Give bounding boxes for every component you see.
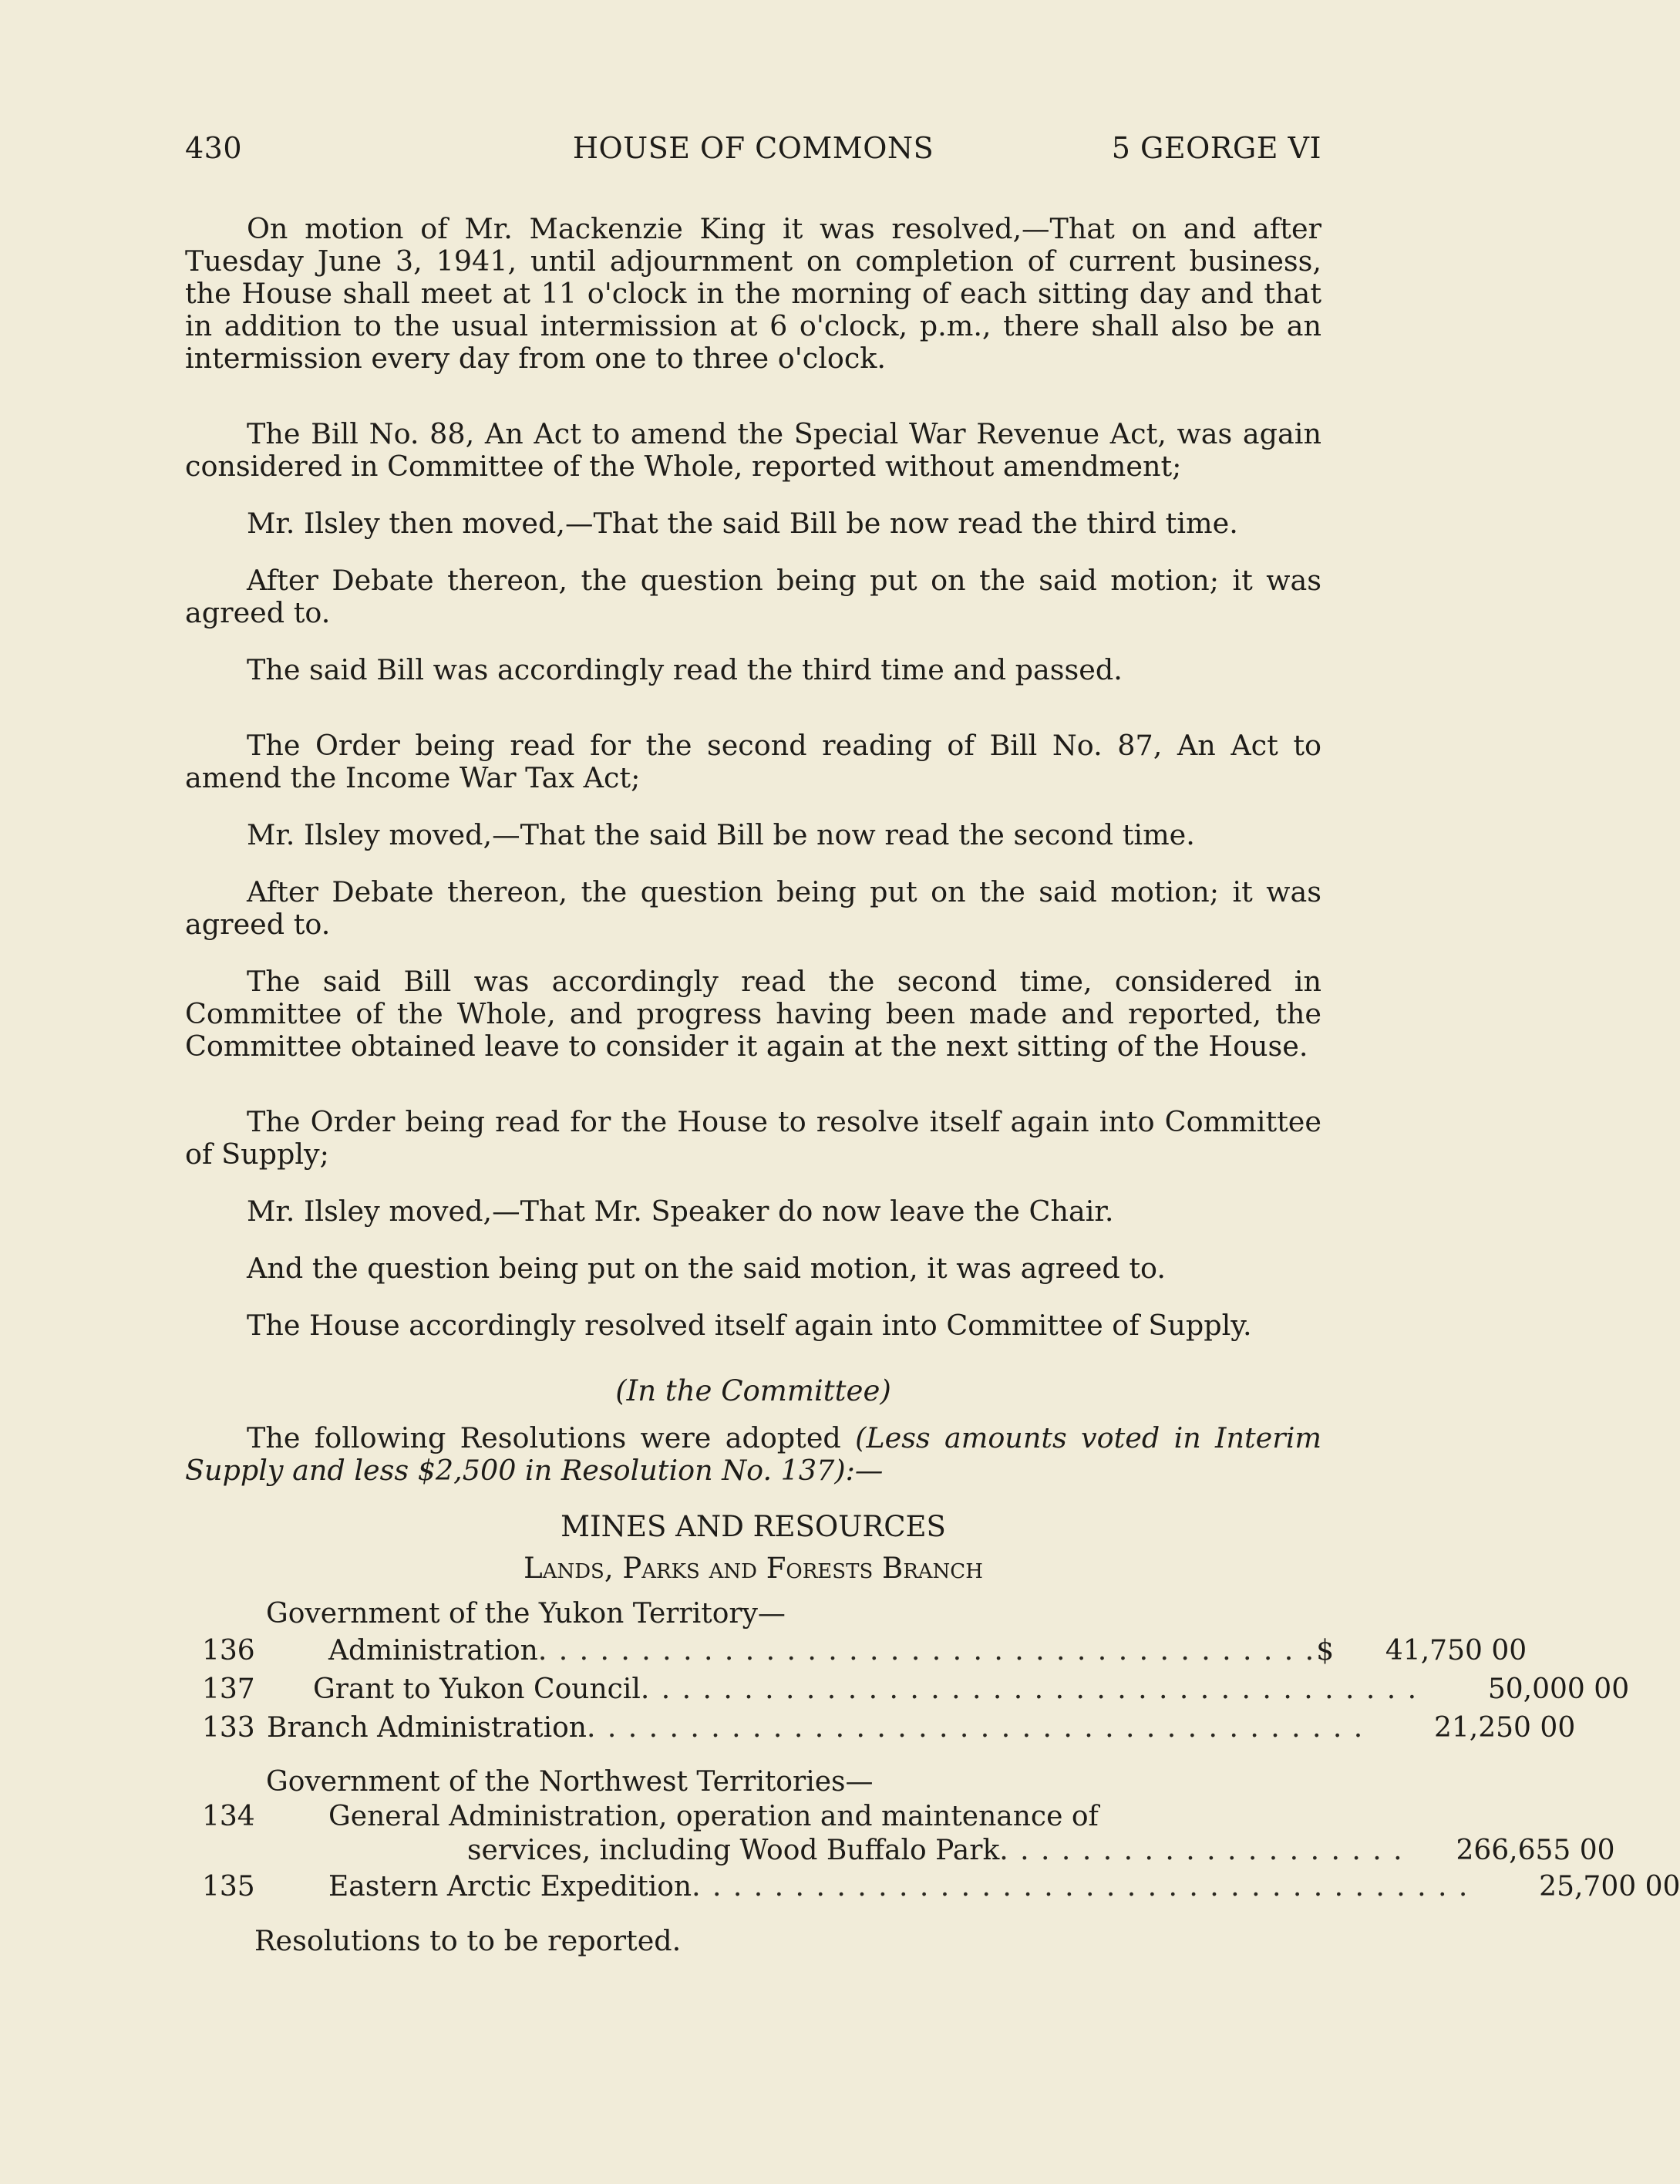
resolution-number: 135 [202, 1871, 255, 1903]
table-row [185, 1868, 1680, 1906]
paragraph-debate-agreed-2: After Debate thereon, the question being put on the said motion; it was agreed to. [185, 875, 1321, 941]
currency-sign: $ [1316, 1635, 1335, 1667]
section-title: MINES AND RESOURCES [561, 1510, 946, 1543]
item-description-line1: General Administration, operation and maintenance of [328, 1801, 1099, 1832]
item-description-line2: services, including Wood Buffalo Park. . . . . . . . . . . . . . . . . . . . [467, 1835, 1404, 1866]
table-row [185, 1632, 1527, 1670]
committee-heading: (In the Committee) [615, 1374, 891, 1407]
paragraph-third-reading-motion: Mr. Ilsley then moved,—That the said Bill be now read the third time. [247, 507, 1238, 540]
paragraph-third-reading-passed: The said Bill was accordingly read the third time and passed. [247, 653, 1123, 686]
item-amount: 25,700 00 [1539, 1871, 1680, 1903]
item-amount: 41,750 00 [1385, 1635, 1527, 1667]
resolutions-intro-italic: (Less amounts voted in Interim Supply and less $2,500 in Resolution No. 137):— [185, 1421, 1321, 1487]
closing-line: Resolutions to to be reported. [254, 1924, 682, 1957]
resolutions-intro-text: The following Resolutions were adopted [247, 1421, 856, 1454]
paragraph-house-resolved: The House accordingly resolved itself again into Committee of Supply. [247, 1309, 1252, 1342]
item-description: Eastern Arctic Expedition. . . . . . . . . . . . . . . . . . . . . . . . . . . . . . . . . . . . . . [328, 1871, 1470, 1903]
item-amount: 50,000 00 [1487, 1673, 1630, 1705]
table-row-continuation [185, 1834, 1615, 1868]
paragraph-motion-sitting-hours: On motion of Mr. Mackenzie King it was resolved,—That on and after Tuesday June 3, 1941, until adjournment on completion of current business, the House shall meet at 11 o'clock in the morning of each sitting day and that in addition to the usual intermission at 6 o'clock, p.m., there shall also be an intermission every day from one to three o'clock. [185, 212, 1321, 375]
resolution-number: 133 [202, 1712, 255, 1744]
table-row [185, 1709, 1576, 1748]
paragraph-resolutions-adopted [185, 1422, 1321, 1487]
paragraph-second-reading-motion: Mr. Ilsley moved,—That the said Bill be now read the second time. [247, 818, 1195, 851]
item-description: Grant to Yukon Council. . . . . . . . . . . . . . . . . . . . . . . . . . . . . . . . . . . . . . [313, 1673, 1419, 1705]
resolution-number: 134 [202, 1801, 255, 1832]
paragraph-committee-of-supply-order: The Order being read for the House to resolve itself again into Committee of Supply; [185, 1105, 1321, 1171]
running-title: HOUSE OF COMMONS [572, 131, 934, 165]
item-description: Branch Administration. . . . . . . . . . . . . . . . . . . . . . . . . . . . . . . . . . . . . . [267, 1712, 1365, 1744]
nwt-group-heading: Government of the Northwest Territories— [266, 1766, 874, 1798]
resolution-number: 136 [202, 1635, 255, 1667]
paragraph-debate-agreed: After Debate thereon, the question being put on the said motion; it was agreed to. [185, 564, 1321, 629]
paragraph-question-agreed: And the question being put on the said motion, it was agreed to. [247, 1252, 1166, 1285]
yukon-group-heading: Government of the Yukon Territory— [266, 1598, 786, 1630]
paragraph-speaker-leave-chair: Mr. Ilsley moved,—That Mr. Speaker do now leave the Chair. [247, 1195, 1114, 1228]
page-header [185, 131, 1321, 177]
paragraph-bill-88: The Bill No. 88, An Act to amend the Special War Revenue Act, was again considered in Committee of the Whole, reported without amendment; [185, 417, 1321, 483]
item-amount: 21,250 00 [1434, 1712, 1576, 1744]
paragraph-bill-87: The Order being read for the second reading of Bill No. 87, An Act to amend the Income War Tax Act; [185, 729, 1321, 794]
item-amount: 266,655 00 [1456, 1835, 1615, 1866]
resolution-number: 137 [202, 1673, 255, 1705]
paragraph-second-reading-committee: The said Bill was accordingly read the second time, considered in Committee of the Whole, and progress having been made and reported, the Committee obtained leave to consider it again at the next sitting of the House. [185, 965, 1321, 1063]
item-description: Administration. . . . . . . . . . . . . . . . . . . . . . . . . . . . . . . . . . . . . . [328, 1635, 1316, 1667]
table-row [185, 1800, 1321, 1834]
estimates-table [185, 1596, 1680, 1906]
page-number: 430 [185, 131, 243, 165]
section-subtitle: Lands, Parks and Forests Branch [524, 1552, 983, 1585]
regnal-year: 5 GEORGE VI [1111, 131, 1321, 165]
table-row [185, 1670, 1630, 1709]
